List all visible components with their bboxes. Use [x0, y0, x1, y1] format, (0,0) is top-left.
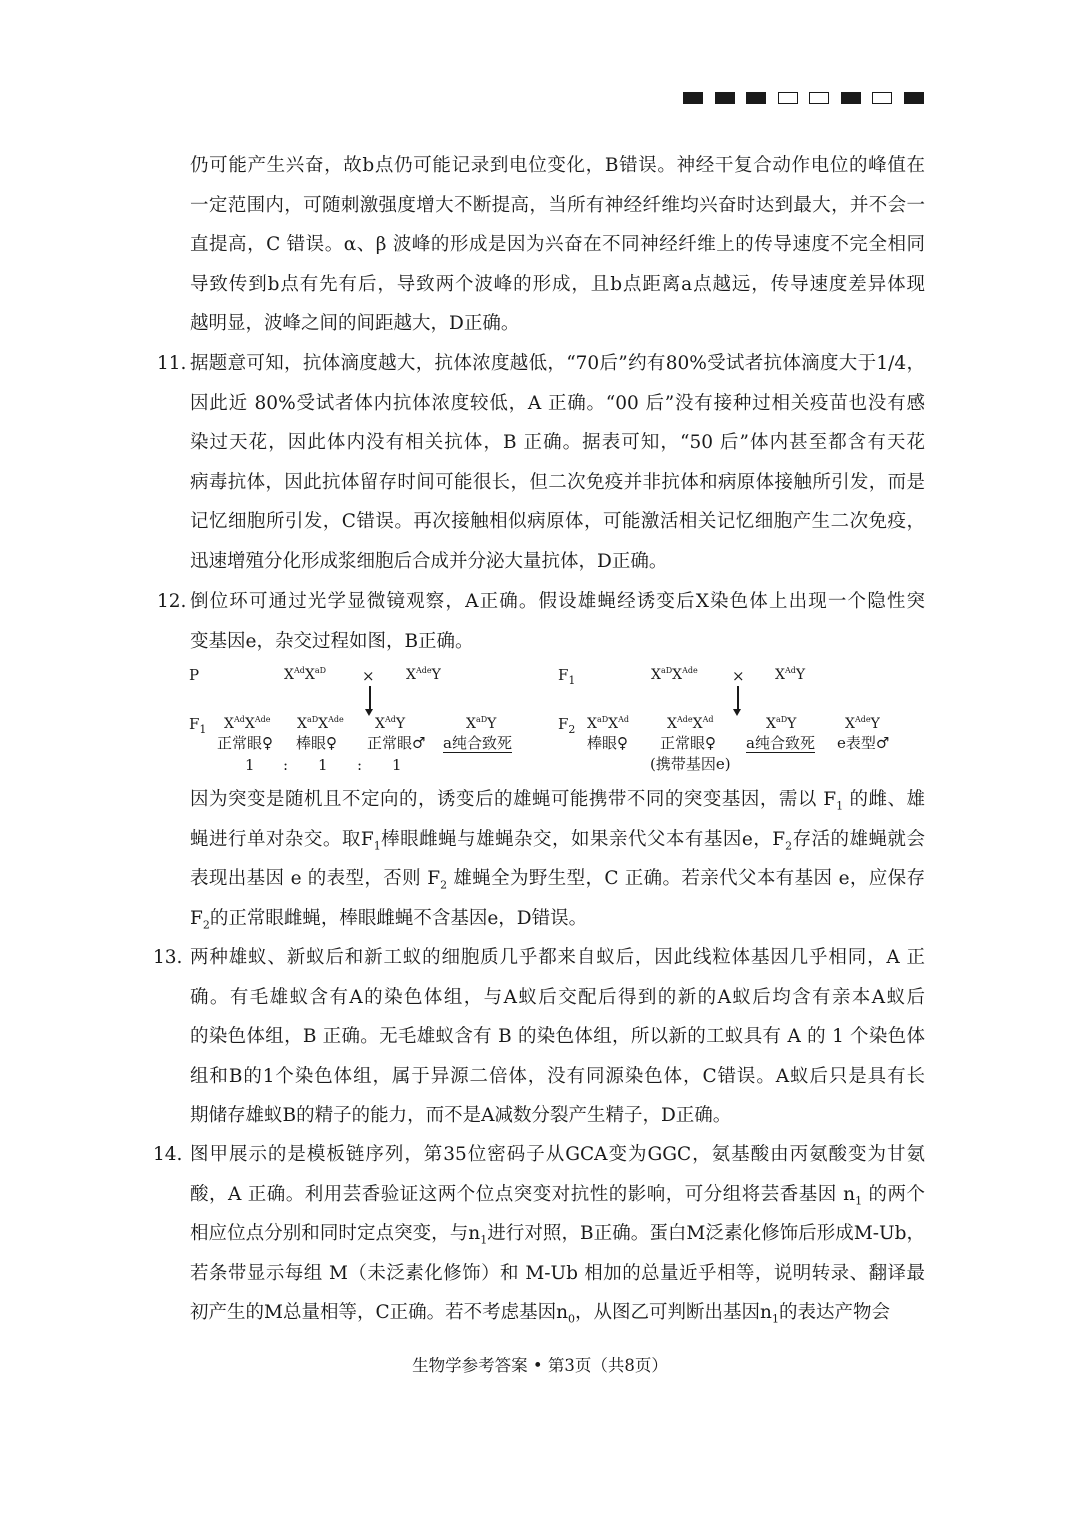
f2-offspring-label: $F_2$	[558, 715, 576, 736]
offspring-genotype	[375, 716, 405, 732]
text-line	[190, 1135, 925, 1175]
paragraph-q14	[190, 1135, 925, 1333]
arrow-f1-to-f2	[737, 686, 739, 710]
text-line	[190, 899, 925, 939]
chromosome-second: Y	[870, 716, 880, 732]
offspring-note: (携带基因e)	[650, 755, 731, 773]
offspring-genotype	[297, 716, 344, 732]
chromosome-second: X	[318, 716, 329, 732]
chromosome-x: X	[224, 716, 234, 732]
paragraph-q12	[190, 582, 925, 661]
text-segment: 若条带显示每组 M（未泛素化修饰）和 M-Ub 相加的总量近乎相等，说明转录、翻译最	[190, 1262, 925, 1284]
allele-superscript: Ade	[682, 666, 698, 675]
subscript: 1	[836, 799, 844, 813]
allele-superscript: Ad	[293, 666, 305, 675]
question-number-13: 13.	[153, 947, 183, 968]
text-line: 病毒抗体，因此抗体留存时间可能很长，但二次免疫并非抗体和病原体接触所引发，而是	[190, 471, 925, 493]
text-segment: 的雌、雄	[843, 789, 925, 810]
chromosome-second: Y	[431, 667, 441, 683]
text-line: 导致传到b点有先有后，导致两个波峰的形成，且b点距离a点越远，传导速度差异体现	[190, 273, 925, 295]
text-segment: 相应位点分别和同时定点突变，与n	[190, 1223, 481, 1244]
subscript: 2	[785, 839, 793, 853]
question-number-12: 12.	[157, 591, 187, 612]
allele-superscript: aD	[596, 715, 609, 724]
paragraph-q13	[190, 938, 925, 1136]
allele-superscript: Ad	[384, 715, 396, 724]
chromosome-second: X	[304, 667, 315, 683]
allele-superscript: Ade	[854, 715, 871, 724]
offspring-genotype	[224, 716, 270, 732]
chromosome-x: X	[297, 716, 307, 732]
chromosome-x: X	[667, 716, 677, 732]
header-mark-filled	[841, 92, 861, 104]
chromosome-second: X	[608, 716, 619, 732]
chromosome-second: Y	[395, 716, 406, 732]
text-segment: ，从图乙可判断出基因n	[575, 1302, 772, 1323]
offspring-genotype	[845, 716, 880, 732]
offspring-phenotype-label: a纯合致死	[746, 734, 815, 752]
offspring-genotype	[587, 716, 629, 732]
text-line	[190, 1254, 925, 1294]
text-line: 记忆细胞所引发，C错误。再次接触相似病原体，可能激活相关记忆细胞产生二次免疫，	[190, 511, 925, 532]
header-mark-filled	[746, 92, 766, 104]
text-line: 直提高，C 错误。α、β 波峰的形成是因为兴奋在不同神经纤维上的传导速度不完全相同	[190, 234, 925, 255]
text-line: 期储存雄蚁B的精子的能力，而不是A减数分裂产生精子，D正确。	[190, 1105, 732, 1126]
text-line: 两种雄蚁、新蚁后和新工蚁的细胞质几乎都来自蚁后，因此线粒体基因几乎相同，A 正	[190, 947, 925, 968]
offspring-ratio: 1	[392, 756, 402, 774]
offspring-phenotype-label: 棒眼♀	[587, 734, 628, 752]
header-marks	[683, 92, 935, 104]
allele-superscript: aD	[314, 666, 327, 675]
chromosome-second: X	[672, 667, 683, 683]
question-number-11: 11.	[157, 353, 187, 374]
offspring-phenotype-label: a纯合致死	[443, 734, 512, 752]
ratio-separator: :	[283, 756, 289, 774]
text-segment: 的表达产物会	[778, 1302, 890, 1323]
text-segment: 因为突变是随机且不定向的，诱变后的雄蝇可能携带不同的突变基因，需以 F	[190, 789, 837, 810]
chromosome-x: X	[375, 716, 385, 732]
question-number-14: 14.	[153, 1144, 183, 1165]
chromosome-second: X	[692, 716, 703, 732]
header-mark-filled	[683, 92, 703, 104]
header-mark-empty	[809, 92, 829, 104]
text-line	[190, 1293, 925, 1333]
p-female-genotype	[284, 667, 326, 683]
chromosome-second: Y	[787, 716, 797, 732]
p-generation-label: P	[189, 666, 200, 684]
text-line	[190, 780, 925, 820]
allele-superscript: aD	[775, 715, 788, 724]
f1-parent-label: $F_1$	[558, 666, 576, 687]
offspring-phenotype-label: 正常眼♀	[660, 734, 716, 752]
allele-superscript: Ade	[328, 715, 344, 724]
subscript: 1	[373, 839, 381, 853]
text-segment: 雄蝇全为野生型，C 正确。若亲代父本有基因 e，应保存	[447, 868, 925, 889]
chromosome-x: X	[775, 667, 785, 683]
text-segment: 存活的雄蝇就会	[792, 828, 925, 850]
header-mark-empty	[778, 92, 798, 104]
allele-superscript: Ad	[618, 715, 630, 724]
text-line: 因此近 80%受试者体内抗体浓度较低，A 正确。“00 后”没有接种过相关疫苗也没有感	[190, 392, 925, 414]
text-line	[190, 1214, 925, 1254]
text-line: 染过天花，因此体内没有相关抗体，B 正确。据表可知，“50 后”体内甚至都含有天花	[190, 432, 925, 453]
offspring-phenotype-label: 棒眼♀	[296, 734, 337, 752]
subscript: 1	[480, 1233, 488, 1247]
offspring-genotype	[766, 716, 796, 732]
offspring-phenotype-label: 正常眼♀	[217, 734, 273, 752]
text-line: 据题意可知，抗体滴度越大，抗体浓度越低，“70后”约有80%受试者抗体滴度大于1/4，	[190, 353, 925, 374]
allele-superscript: Ad	[233, 715, 245, 724]
chromosome-x: X	[845, 716, 855, 732]
chromosome-x: X	[406, 667, 416, 683]
subscript: 2	[440, 878, 448, 892]
offspring-ratio: 1	[318, 756, 328, 774]
subscript: 2	[202, 918, 210, 932]
cross-symbol-f1: ×	[732, 667, 745, 685]
chromosome-x: X	[587, 716, 597, 732]
text-segment: 棒眼雌蝇与雄蝇杂交，如果亲代父本有基因e，F	[380, 828, 786, 850]
subscript: 1	[855, 1194, 863, 1208]
text-line	[190, 820, 925, 860]
header-mark-filled	[904, 92, 924, 104]
text-segment: 蝇进行单对杂交。取F	[190, 828, 374, 850]
allele-superscript: Ade	[676, 715, 693, 724]
chromosome-second: X	[244, 716, 255, 732]
chromosome-x: X	[766, 716, 776, 732]
chromosome-x: X	[466, 716, 476, 732]
text-line: 倒位环可通过光学显微镜观察，A正确。假设雄蝇经诱变后X染色体上出现一个隐性突	[190, 591, 925, 612]
header-mark-empty	[872, 92, 892, 104]
chromosome-x: X	[651, 667, 661, 683]
offspring-phenotype-label: e表型♂	[837, 734, 890, 752]
p-male-genotype	[406, 667, 441, 683]
chromosome-x: X	[284, 667, 294, 683]
paragraph-q10-continued	[190, 146, 925, 344]
text-segment: 表现出基因 e 的表型，否则 F	[190, 868, 441, 889]
f1-offspring-label: $F_1$	[189, 715, 207, 736]
allele-superscript: Ade	[415, 666, 432, 675]
page-footer: 生物学参考答案 • 第3页（共8页）	[412, 1356, 668, 1375]
text-line: 仍可能产生兴奋，故b点仍可能记录到电位变化，B错误。神经干复合动作电位的峰值在	[190, 155, 925, 176]
offspring-ratio: 1	[245, 756, 255, 774]
text-segment: 初产生的M总量相等，C正确。若不考虑基因n	[190, 1302, 569, 1323]
text-line	[190, 1175, 925, 1215]
subscript: 0	[568, 1312, 576, 1326]
offspring-genotype	[466, 716, 496, 732]
text-segment: 的正常眼雌蝇，棒眼雌蝇不含基因e，D错误。	[209, 907, 588, 929]
text-segment: 进行对照，B正确。蛋白M泛素化修饰后形成M-Ub，	[487, 1223, 925, 1244]
text-line: 变基因e，杂交过程如图，B正确。	[190, 630, 474, 652]
allele-superscript: aD	[306, 715, 319, 724]
offspring-genotype	[667, 716, 713, 732]
text-line	[190, 859, 925, 899]
text-line: 的染色体组，B 正确。无毛雄蚁含有 B 的染色体组，所以新的工蚁具有 A 的 1 个染色体	[190, 1026, 925, 1047]
text-segment: 的两个	[862, 1183, 925, 1205]
allele-superscript: Ad	[784, 666, 796, 675]
text-line: 越明显，波峰之间的间距越大，D正确。	[190, 313, 520, 334]
text-line: 一定范围内，可随刺激强度增大不断提高，当所有神经纤维均兴奋时达到最大，并不会一	[190, 194, 925, 216]
chromosome-second: Y	[795, 667, 806, 683]
header-mark-filled	[715, 92, 735, 104]
text-segment: 酸，A 正确。利用芸香验证这两个位点突变对抗性的影响，可分组将芸香基因 n	[190, 1183, 856, 1205]
allele-superscript: Ade	[254, 715, 271, 724]
offspring-phenotype-label: 正常眼♂	[367, 734, 426, 752]
allele-superscript: Ad	[702, 715, 714, 724]
f1-male-genotype	[775, 667, 805, 683]
cross-symbol-p: ×	[362, 667, 375, 685]
text-segment: F	[190, 907, 203, 929]
text-line: 确。有毛雄蚁含有A的染色体组，与A蚁后交配后得到的新的A蚁后均含有亲本A蚁后	[190, 986, 925, 1008]
subscript: 1	[771, 1312, 779, 1326]
allele-superscript: aD	[660, 666, 673, 675]
paragraph-q11	[190, 344, 925, 581]
text-line: 组和B的1个染色体组，属于异源二倍体，没有同源染色体，C错误。A蚁后只是具有长	[190, 1065, 925, 1087]
text-line: 迅速增殖分化形成浆细胞后合成并分泌大量抗体，D正确。	[190, 550, 668, 572]
paragraph-q12-analysis	[190, 780, 925, 938]
text-segment: 图甲展示的是模板链序列，第35位密码子从GCA变为GGC，氨基酸由丙氨酸变为甘氨	[190, 1144, 925, 1165]
ratio-separator: :	[357, 756, 363, 774]
allele-superscript: aD	[475, 715, 488, 724]
chromosome-second: Y	[487, 716, 497, 732]
arrow-p-to-f1	[369, 686, 371, 710]
f1-female-genotype	[651, 667, 698, 683]
